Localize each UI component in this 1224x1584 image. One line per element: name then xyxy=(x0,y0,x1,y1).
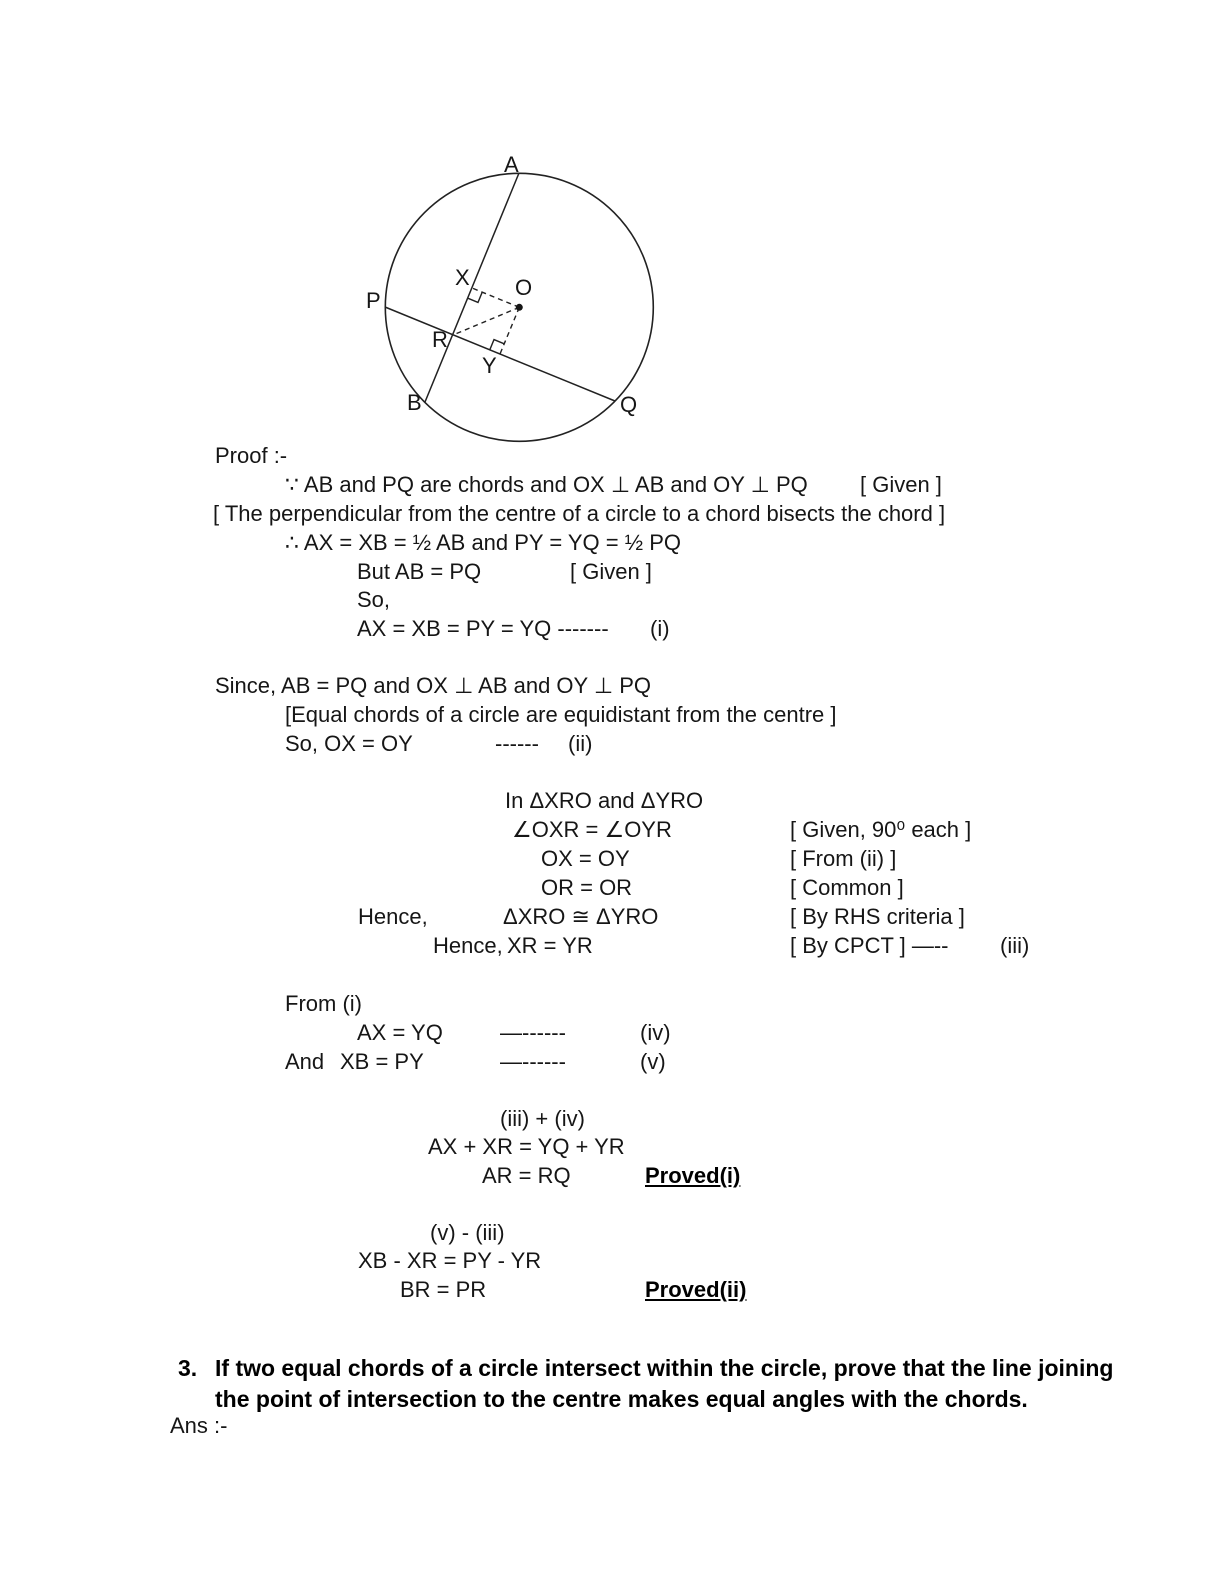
but-line: But AB = PQ xyxy=(357,559,482,584)
label-x: X xyxy=(455,265,470,290)
center-dot xyxy=(516,304,523,311)
triangle-intro: In ΔXRO and ΔYRO xyxy=(505,788,704,813)
label-r: R xyxy=(432,327,448,352)
ref-ii: (ii) xyxy=(568,731,593,756)
hence2-label: Hence, xyxy=(433,933,503,958)
sum-result: AR = RQ xyxy=(482,1163,571,1188)
label-o: O xyxy=(515,275,533,300)
circle-diagram xyxy=(352,142,682,454)
given-line: ∵ AB and PQ are chords and OX ⊥ AB and OY ⊥ PQ xyxy=(285,472,808,497)
dash-v: —------ xyxy=(500,1049,566,1074)
perpendicular-rule: [ The perpendicular from the centre of a circle to a chord bisects the chord ] xyxy=(213,501,946,526)
answer-label: Ans :- xyxy=(170,1413,228,1438)
or-or-note: [ Common ] xyxy=(790,875,904,900)
equidistant-rule: [Equal chords of a circle are equidistant from the centre ] xyxy=(285,702,837,727)
xr-yr-equality: XR = YR xyxy=(507,933,593,958)
so-label: So, xyxy=(357,587,391,612)
angle-note: [ Given, 90⁰ each ] xyxy=(790,817,972,842)
right-angle-mark-y xyxy=(490,340,504,350)
equation-ii: So, OX = OY xyxy=(285,731,413,756)
sum-label: (iii) + (iv) xyxy=(500,1106,585,1131)
label-p: P xyxy=(366,288,381,313)
dash-ii: ------ xyxy=(495,731,539,756)
label-b: B xyxy=(407,390,422,415)
ox-oy-note: [ From (ii) ] xyxy=(790,846,897,871)
congruence-statement: ΔXRO ≅ ΔYRO xyxy=(503,904,659,929)
question3-line1: If two equal chords of a circle intersect within the circle, prove that the line joining xyxy=(215,1355,1114,1381)
label-y: Y xyxy=(482,353,497,378)
diff-equation: XB - XR = PY - YR xyxy=(358,1248,542,1273)
proved-ii: Proved(ii) xyxy=(645,1277,747,1302)
dashed-ox xyxy=(472,288,519,307)
or-or-equality: OR = OR xyxy=(541,875,633,900)
equation-v: XB = PY xyxy=(340,1049,424,1074)
xr-yr-note: [ By CPCT ] —-- xyxy=(790,933,949,958)
question3-line2: the point of intersection to the centre makes equal angles with the chords. xyxy=(215,1386,1028,1412)
hence1-label: Hence, xyxy=(358,904,428,929)
dash-iv: —------ xyxy=(500,1020,566,1045)
question3-number: 3. xyxy=(178,1355,198,1381)
ref-i: (i) xyxy=(650,616,670,641)
and-label: And xyxy=(285,1049,325,1074)
proof-heading: Proof :- xyxy=(215,443,288,468)
ref-iv: (iv) xyxy=(640,1020,671,1045)
ref-iii: (iii) xyxy=(1000,933,1030,958)
ox-oy-equality: OX = OY xyxy=(541,846,630,871)
since-line: Since, AB = PQ and OX ⊥ AB and OY ⊥ PQ xyxy=(215,673,651,698)
proved-i: Proved(i) xyxy=(645,1163,741,1188)
from-i-label: From (i) xyxy=(285,991,362,1016)
sum-equation: AX + XR = YQ + YR xyxy=(428,1134,625,1159)
equation-iv: AX = YQ xyxy=(357,1020,443,1045)
congruence-note: [ By RHS criteria ] xyxy=(790,904,965,929)
chord-ab xyxy=(425,173,519,402)
equation-i: AX = XB = PY = YQ ------- xyxy=(357,616,609,641)
angle-equality: ∠OXR = ∠OYR xyxy=(512,817,672,842)
dashed-oy xyxy=(500,307,519,354)
ref-v: (v) xyxy=(640,1049,666,1074)
diff-result: BR = PR xyxy=(400,1277,487,1302)
diff-label: (v) - (iii) xyxy=(430,1220,505,1245)
half-chord-line: ∴ AX = XB = ½ AB and PY = YQ = ½ PQ xyxy=(285,530,681,555)
given-note: [ Given ] xyxy=(860,472,942,497)
label-a: A xyxy=(504,152,519,177)
label-q: Q xyxy=(620,392,638,417)
but-note: [ Given ] xyxy=(570,559,652,584)
